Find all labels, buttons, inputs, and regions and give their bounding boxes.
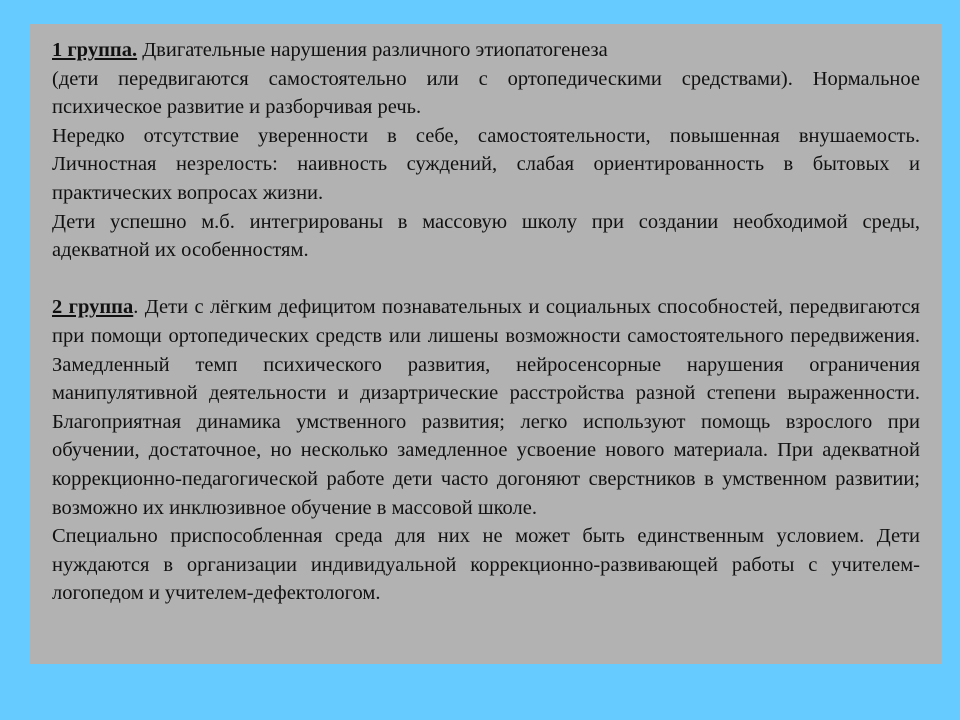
- slide-text: [52, 36, 920, 608]
- paragraph-gap: [52, 265, 920, 294]
- group2-text: . Дети с лёгким дефицитом познавательных и социальных способностей, передвигаются при помощи ортопедических средств или лишены возможности самостоятельного передвижения. Замедленный темп психического развития, нейросенсорные нарушения ограничения манипулятивной деятельности и дизартрические расстройства разной степени выраженности. Благоприятная динамика умственного развития; легко используют помощь взрослого при обучении, достаточное, но несколько замедленное усвоение нового материала. При адекватной коррекционно-педагогической работе дети часто догоняют сверстников в умственном развитии; возможно их инклюзивное обучение в массовой школе.: [52, 296, 920, 519]
- group1-paragraph-1: (дети передвигаются самостоятельно или с ортопедическими средствами). Нормальное психическое развитие и разборчивая речь.: [52, 67, 920, 119]
- group1-heading: [52, 36, 920, 65]
- group1-lead: 1 группа.: [52, 39, 138, 61]
- text-panel: [30, 24, 941, 664]
- group2-paragraph-2: Специально приспособленная среда для них не может быть единственным условием. Дети нуждаются в организации индивидуальной коррекционно-развивающей работы с учителем-логопедом и учителем-дефектологом.: [52, 525, 920, 605]
- group1-title: Двигательные нарушения различного этиопатогенеза: [137, 39, 608, 61]
- group2-paragraph-1: [52, 293, 920, 522]
- group1-paragraph-2: Нередко отсутствие уверенности в себе, самостоятельности, повышенная внушаемость. Личностная незрелость: наивность суждений, слабая ориентированность в бытовых и практических вопросах жизни.: [52, 124, 920, 204]
- group1-paragraph-3: Дети успешно м.б. интегрированы в массовую школу при создании необходимой среды, адекватной их особенностям.: [52, 210, 920, 262]
- group2-lead: 2 группа: [52, 296, 134, 319]
